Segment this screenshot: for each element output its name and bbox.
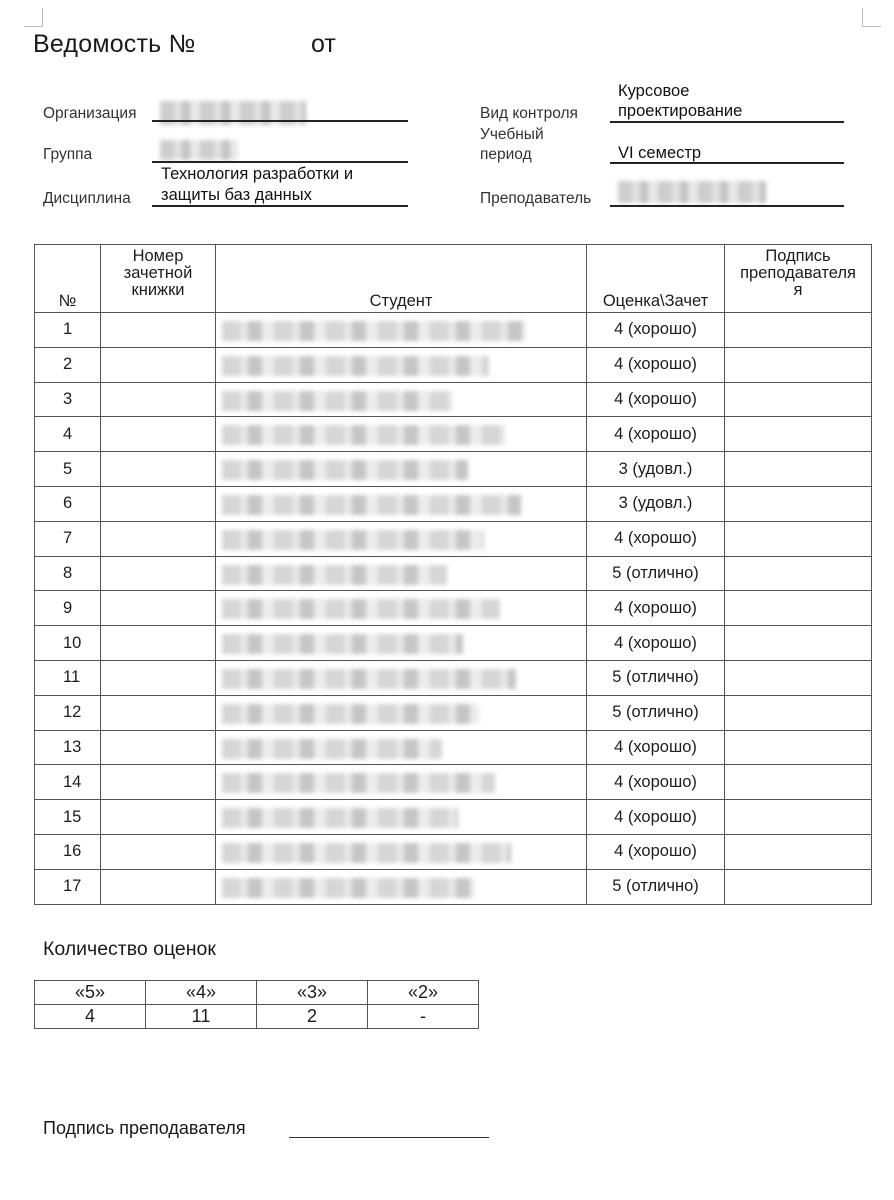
row-grade: 4 (хорошо)	[587, 800, 725, 835]
table-row	[35, 347, 872, 382]
period-value: VI семестр	[618, 144, 702, 162]
row-record-book	[101, 417, 216, 452]
row-record-book	[101, 660, 216, 695]
student-name-blur	[222, 495, 521, 515]
row-teacher-signature	[725, 556, 872, 591]
student-name-blur	[222, 356, 489, 376]
table-row	[35, 382, 872, 417]
teacher-signature-label: Подпись преподавателя	[43, 1118, 246, 1138]
row-grade: 4 (хорошо)	[587, 313, 725, 348]
student-name-blur	[222, 425, 505, 445]
row-teacher-signature	[725, 695, 872, 730]
row-number: 7	[35, 521, 101, 556]
table-row	[35, 660, 872, 695]
table-row	[35, 313, 872, 348]
count-header-4: «4»	[146, 981, 257, 1005]
group-value-redacted	[160, 140, 238, 160]
count-header-3: «3»	[257, 981, 368, 1005]
group-underline	[152, 161, 408, 163]
table-row	[35, 417, 872, 452]
header-teacher-signature: Подпись преподавателя я	[725, 245, 872, 313]
grades-table-header	[35, 245, 872, 313]
row-teacher-signature	[725, 800, 872, 835]
student-name-blur	[222, 878, 474, 898]
row-teacher-signature	[725, 486, 872, 521]
row-grade: 4 (хорошо)	[587, 591, 725, 626]
row-record-book	[101, 521, 216, 556]
row-number: 1	[35, 313, 101, 348]
count-value-4: 11	[146, 1005, 257, 1029]
row-student-redacted	[216, 800, 587, 835]
count-value-3: 2	[257, 1005, 368, 1029]
organization-underline	[152, 120, 408, 122]
row-number: 6	[35, 486, 101, 521]
row-number: 13	[35, 730, 101, 765]
page-corner-left	[24, 8, 43, 27]
organization-label: Организация	[43, 105, 137, 122]
table-row	[35, 626, 872, 661]
row-number: 14	[35, 765, 101, 800]
document-date-label: от	[311, 30, 336, 58]
row-number: 15	[35, 800, 101, 835]
student-name-blur	[222, 704, 479, 724]
row-student-redacted	[216, 417, 587, 452]
row-teacher-signature	[725, 626, 872, 661]
student-name-blur	[222, 530, 484, 550]
teacher-label: Преподаватель	[480, 190, 592, 207]
teacher-value-redacted	[618, 181, 766, 203]
control-type-value-line2: проектирование	[618, 102, 743, 120]
table-row	[35, 834, 872, 869]
group-label: Группа	[43, 146, 93, 163]
control-type-label: Вид контроля	[480, 105, 578, 122]
row-grade: 4 (хорошо)	[587, 730, 725, 765]
row-student-redacted	[216, 730, 587, 765]
count-value-2: -	[368, 1005, 479, 1029]
row-number: 16	[35, 834, 101, 869]
row-number: 17	[35, 869, 101, 904]
count-header-5: «5»	[35, 981, 146, 1005]
teacher-underline	[610, 205, 844, 207]
row-grade: 4 (хорошо)	[587, 521, 725, 556]
table-row	[35, 869, 872, 904]
row-grade: 3 (удовл.)	[587, 486, 725, 521]
table-row	[35, 765, 872, 800]
table-row	[35, 800, 872, 835]
row-teacher-signature	[725, 660, 872, 695]
row-number: 12	[35, 695, 101, 730]
row-record-book	[101, 452, 216, 487]
student-name-blur	[222, 321, 526, 341]
row-teacher-signature	[725, 347, 872, 382]
row-record-book	[101, 730, 216, 765]
count-value-5: 4	[35, 1005, 146, 1029]
row-record-book	[101, 556, 216, 591]
row-teacher-signature	[725, 834, 872, 869]
discipline-underline	[152, 205, 408, 207]
row-student-redacted	[216, 626, 587, 661]
header-grade: Оценка\Зачет	[587, 245, 725, 313]
row-number: 4	[35, 417, 101, 452]
header-student: Студент	[216, 245, 587, 313]
table-row	[35, 556, 872, 591]
teacher-signature-line	[289, 1137, 489, 1138]
student-name-blur	[222, 391, 452, 411]
row-student-redacted	[216, 765, 587, 800]
row-grade: 4 (хорошо)	[587, 765, 725, 800]
row-teacher-signature	[725, 730, 872, 765]
row-number: 10	[35, 626, 101, 661]
row-grade: 4 (хорошо)	[587, 347, 725, 382]
student-name-blur	[222, 565, 447, 585]
header-num: №	[35, 245, 101, 313]
row-number: 2	[35, 347, 101, 382]
row-student-redacted	[216, 556, 587, 591]
row-record-book	[101, 626, 216, 661]
row-grade: 4 (хорошо)	[587, 834, 725, 869]
row-student-redacted	[216, 382, 587, 417]
row-grade: 5 (отлично)	[587, 869, 725, 904]
student-name-blur	[222, 634, 463, 654]
document-title: Ведомость №	[33, 30, 196, 58]
row-number: 5	[35, 452, 101, 487]
row-record-book	[101, 800, 216, 835]
row-grade: 3 (удовл.)	[587, 452, 725, 487]
row-number: 8	[35, 556, 101, 591]
row-student-redacted	[216, 521, 587, 556]
row-student-redacted	[216, 834, 587, 869]
grades-table	[34, 244, 872, 905]
row-record-book	[101, 591, 216, 626]
student-name-blur	[222, 669, 516, 689]
discipline-value-line1: Технология разработки и	[161, 165, 354, 183]
table-row	[35, 730, 872, 765]
row-teacher-signature	[725, 591, 872, 626]
row-record-book	[101, 834, 216, 869]
row-student-redacted	[216, 660, 587, 695]
discipline-value-line2: защиты баз данных	[161, 186, 312, 204]
row-teacher-signature	[725, 452, 872, 487]
count-header-2: «2»	[368, 981, 479, 1005]
row-record-book	[101, 765, 216, 800]
row-teacher-signature	[725, 417, 872, 452]
row-grade: 4 (хорошо)	[587, 626, 725, 661]
table-row	[35, 521, 872, 556]
row-grade: 4 (хорошо)	[587, 382, 725, 417]
period-label-line2: период	[480, 146, 532, 163]
row-record-book	[101, 869, 216, 904]
student-name-blur	[222, 599, 500, 619]
period-underline	[610, 162, 844, 164]
discipline-label: Дисциплина	[43, 190, 131, 207]
student-name-blur	[222, 739, 442, 759]
table-row	[35, 695, 872, 730]
control-type-underline	[610, 121, 844, 123]
header-record-book: Номер зачетной книжки	[101, 245, 216, 313]
row-student-redacted	[216, 347, 587, 382]
row-number: 3	[35, 382, 101, 417]
grade-counts-table	[34, 980, 479, 1029]
student-name-blur	[222, 773, 495, 793]
row-student-redacted	[216, 869, 587, 904]
grade-counts-value-row	[35, 1005, 479, 1029]
row-grade: 5 (отлично)	[587, 695, 725, 730]
table-row	[35, 452, 872, 487]
grade-counts-header-row	[35, 981, 479, 1005]
row-teacher-signature	[725, 765, 872, 800]
row-record-book	[101, 695, 216, 730]
row-record-book	[101, 382, 216, 417]
page-corner-right	[862, 8, 881, 27]
row-grade: 5 (отлично)	[587, 556, 725, 591]
row-teacher-signature	[725, 382, 872, 417]
row-record-book	[101, 486, 216, 521]
row-teacher-signature	[725, 521, 872, 556]
row-student-redacted	[216, 486, 587, 521]
row-teacher-signature	[725, 313, 872, 348]
student-name-blur	[222, 460, 468, 480]
student-name-blur	[222, 843, 511, 863]
row-number: 9	[35, 591, 101, 626]
row-record-book	[101, 347, 216, 382]
student-name-blur	[222, 808, 458, 828]
row-record-book	[101, 313, 216, 348]
row-student-redacted	[216, 591, 587, 626]
row-teacher-signature	[725, 869, 872, 904]
row-student-redacted	[216, 452, 587, 487]
row-grade: 5 (отлично)	[587, 660, 725, 695]
row-student-redacted	[216, 313, 587, 348]
row-number: 11	[35, 660, 101, 695]
table-row	[35, 486, 872, 521]
row-student-redacted	[216, 695, 587, 730]
grade-counts-title: Количество оценок	[43, 938, 216, 960]
control-type-value-line1: Курсовое	[618, 82, 690, 100]
period-label-line1: Учебный	[480, 126, 544, 143]
table-row	[35, 591, 872, 626]
row-grade: 4 (хорошо)	[587, 417, 725, 452]
